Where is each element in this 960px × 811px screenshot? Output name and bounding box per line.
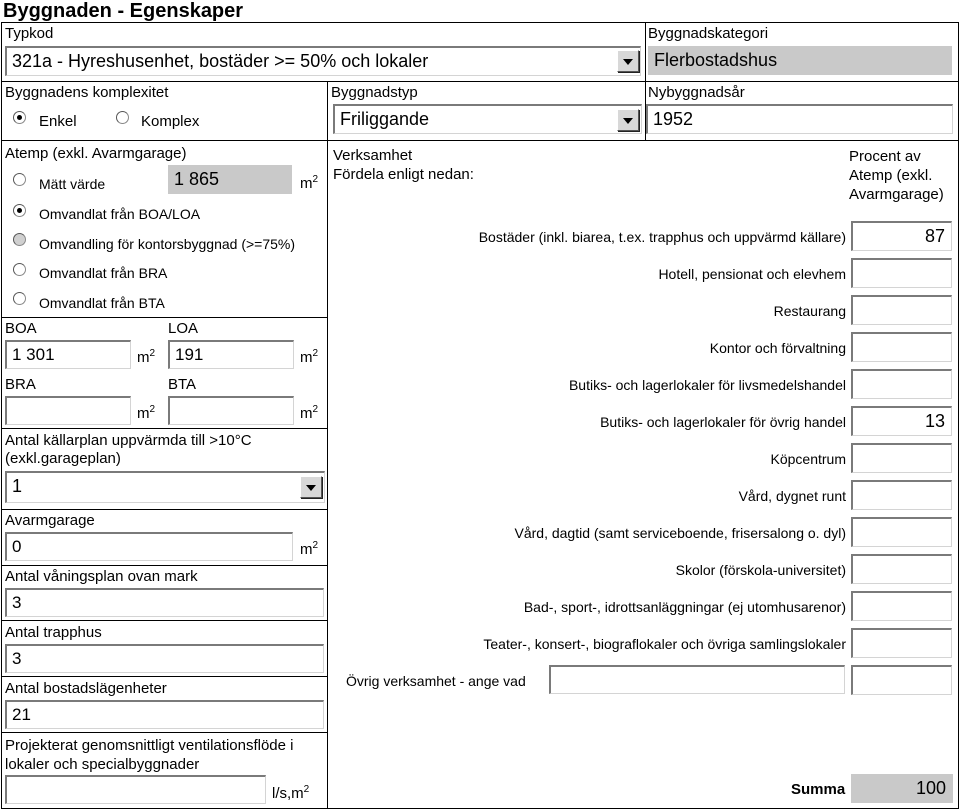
kallarplan-label-line2: (exkl.garageplan)	[5, 450, 121, 467]
verksamhet-row-label: Butiks- och lagerlokaler för övrig handel	[600, 414, 846, 430]
verksamhet-row-label: Vård, dagtid (samt serviceboende, frisersalong o. dyl)	[514, 525, 846, 541]
verksamhet-row-input[interactable]	[851, 591, 952, 621]
loa-input[interactable]: 191	[168, 340, 294, 369]
byggnadstyp-select[interactable]: Friliggande	[333, 104, 642, 134]
typkod-select[interactable]: 321a - Hyreshusenhet, bostäder >= 50% och lokaler	[5, 46, 641, 76]
radio-kontorsbyggnad-label: Omvandling för kontorsbyggnad (>=75%)	[39, 236, 296, 252]
radio-omvandlat-bra[interactable]	[13, 263, 26, 276]
radio-omvandlat-boa-loa-label: Omvandlat från BOA/LOA	[39, 206, 201, 222]
verksamhet-title: Verksamhet	[333, 147, 413, 164]
nybyggnadsar-label: Nybyggnadsår	[648, 84, 745, 101]
verksamhet-row-label: Vård, dygnet runt	[738, 488, 846, 504]
verksamhet-row-label: Butiks- och lagerlokaler för livsmedelshandel	[568, 377, 846, 393]
bta-unit: $m^2$	[300, 404, 319, 422]
radio-komplex-label: Komplex	[141, 113, 200, 130]
verksamhet-row-input[interactable]	[851, 443, 952, 473]
byggnadstyp-dropdown-button[interactable]	[617, 109, 639, 131]
boa-input[interactable]: 1 301	[5, 340, 131, 369]
avarmgarage-input[interactable]: 0	[5, 532, 293, 561]
verksamhet-row-label: Kontor och förvaltning	[709, 340, 846, 356]
verksamhet-row-label: Köpcentrum	[770, 451, 846, 467]
boa-unit: $m^2$	[137, 348, 156, 366]
ventilation-input[interactable]	[5, 775, 266, 804]
radio-enkel-label: Enkel	[39, 113, 77, 130]
kallarplan-label-line1: Antal källarplan uppvärmda till >10°C	[5, 432, 252, 449]
avarmgarage-label: Avarmgarage	[5, 512, 95, 529]
bostadslagenheter-label: Antal bostadslägenheter	[5, 680, 167, 697]
radio-omvandlat-bta-label: Omvandlat från BTA	[39, 295, 165, 311]
summa-label: Summa	[791, 781, 846, 798]
verksamhet-row-label: Bad-, sport-, idrottsanläggningar (ej utomhusarenor)	[523, 599, 846, 615]
verksamhet-row-label: Hotell, pensionat och elevhem	[658, 266, 846, 282]
avarmgarage-unit: $m^2$	[300, 540, 319, 558]
typkod-dropdown-button[interactable]	[617, 50, 639, 72]
byggnadstyp-label: Byggnadstyp	[331, 84, 418, 101]
bra-label: BRA	[5, 376, 36, 393]
trapphus-input[interactable]: 3	[5, 644, 324, 673]
verksamhet-row-label: Bostäder (inkl. biarea, t.ex. trapphus och uppvärmd källare)	[478, 229, 846, 245]
verksamhet-row-input[interactable]	[851, 295, 952, 325]
vaningsplan-label: Antal våningsplan ovan mark	[5, 568, 198, 585]
percent-header-line3: Avarmgarage)	[849, 186, 944, 203]
radio-matt-varde-label: Mätt värde	[39, 176, 106, 192]
ovrig-verksamhet-label: Övrig verksamhet - ange vad	[346, 673, 526, 689]
kategori-label: Byggnadskategori	[648, 25, 769, 42]
percent-header-line1: Procent av	[849, 148, 921, 165]
radio-matt-varde[interactable]	[13, 173, 26, 186]
verksamhet-row-input[interactable]: 13	[851, 406, 952, 436]
vaningsplan-input[interactable]: 3	[5, 588, 324, 617]
verksamhet-row-label: Restaurang	[773, 303, 846, 319]
radio-komplex[interactable]	[116, 111, 129, 124]
matt-varde-value: 1 865	[168, 165, 292, 194]
radio-kontorsbyggnad[interactable]	[13, 233, 26, 246]
radio-omvandlat-bra-label: Omvandlat från BRA	[39, 265, 168, 281]
loa-unit: $m^2$	[300, 348, 319, 366]
radio-omvandlat-bta[interactable]	[13, 292, 26, 305]
verksamhet-row-input[interactable]	[851, 332, 952, 362]
percent-header	[849, 147, 944, 204]
chevron-down-icon	[623, 59, 633, 65]
page-title: Byggnaden - Egenskaper	[3, 0, 244, 22]
radio-enkel[interactable]	[13, 111, 26, 124]
ventilation-label	[5, 736, 294, 774]
kallarplan-select[interactable]: 1	[5, 471, 325, 503]
bra-unit: $m^2$	[137, 404, 156, 422]
verksamhet-row-label: Teater-, konsert-, biograflokaler och övriga samlingslokaler	[483, 636, 846, 652]
radio-omvandlat-boa-loa[interactable]	[13, 204, 26, 217]
bta-label: BTA	[168, 376, 197, 393]
ovrig-verksamhet-percent[interactable]	[851, 665, 952, 695]
verksamhet-row-input[interactable]	[851, 258, 952, 288]
verksamhet-row-input[interactable]	[851, 369, 952, 399]
komplexitet-label: Byggnadens komplexitet	[5, 84, 169, 101]
bostadslagenheter-input[interactable]: 21	[5, 700, 324, 729]
boa-label: BOA	[5, 320, 37, 337]
verksamhet-row-input[interactable]	[851, 554, 952, 584]
matt-varde-unit: $m^2$	[300, 174, 319, 192]
atemp-label: Atemp (exkl. Avarmgarage)	[5, 145, 187, 162]
verksamhet-row-input[interactable]	[851, 628, 952, 658]
trapphus-label: Antal trapphus	[5, 624, 102, 641]
verksamhet-row-input[interactable]	[851, 517, 952, 547]
verksamhet-row-label: Skolor (förskola-universitet)	[675, 562, 846, 578]
chevron-down-icon	[306, 485, 316, 491]
chevron-down-icon	[623, 118, 633, 124]
nybyggnadsar-input[interactable]: 1952	[646, 104, 953, 134]
loa-label: LOA	[168, 320, 199, 337]
typkod-label: Typkod	[5, 25, 54, 42]
verksamhet-row-input[interactable]: 87	[851, 221, 952, 251]
verksamhet-row-input[interactable]	[851, 480, 952, 510]
ventilation-label-line2: lokaler och specialbyggnader	[5, 756, 200, 773]
kallarplan-dropdown-button[interactable]	[300, 476, 322, 498]
kallarplan-label	[5, 432, 252, 468]
verksamhet-subtitle: Fördela enligt nedan:	[333, 166, 474, 183]
kategori-value: Flerbostadshus	[648, 46, 952, 75]
bta-input[interactable]	[168, 396, 294, 425]
percent-header-line2: Atemp (exkl.	[849, 167, 933, 184]
ventilation-label-line1: Projekterat genomsnittligt ventilationsflöde i	[5, 737, 294, 754]
bra-input[interactable]	[5, 396, 131, 425]
summa-value: 100	[851, 774, 953, 803]
ventilation-unit: $l/s,m^2$	[272, 784, 310, 802]
ovrig-verksamhet-input[interactable]	[549, 665, 845, 694]
